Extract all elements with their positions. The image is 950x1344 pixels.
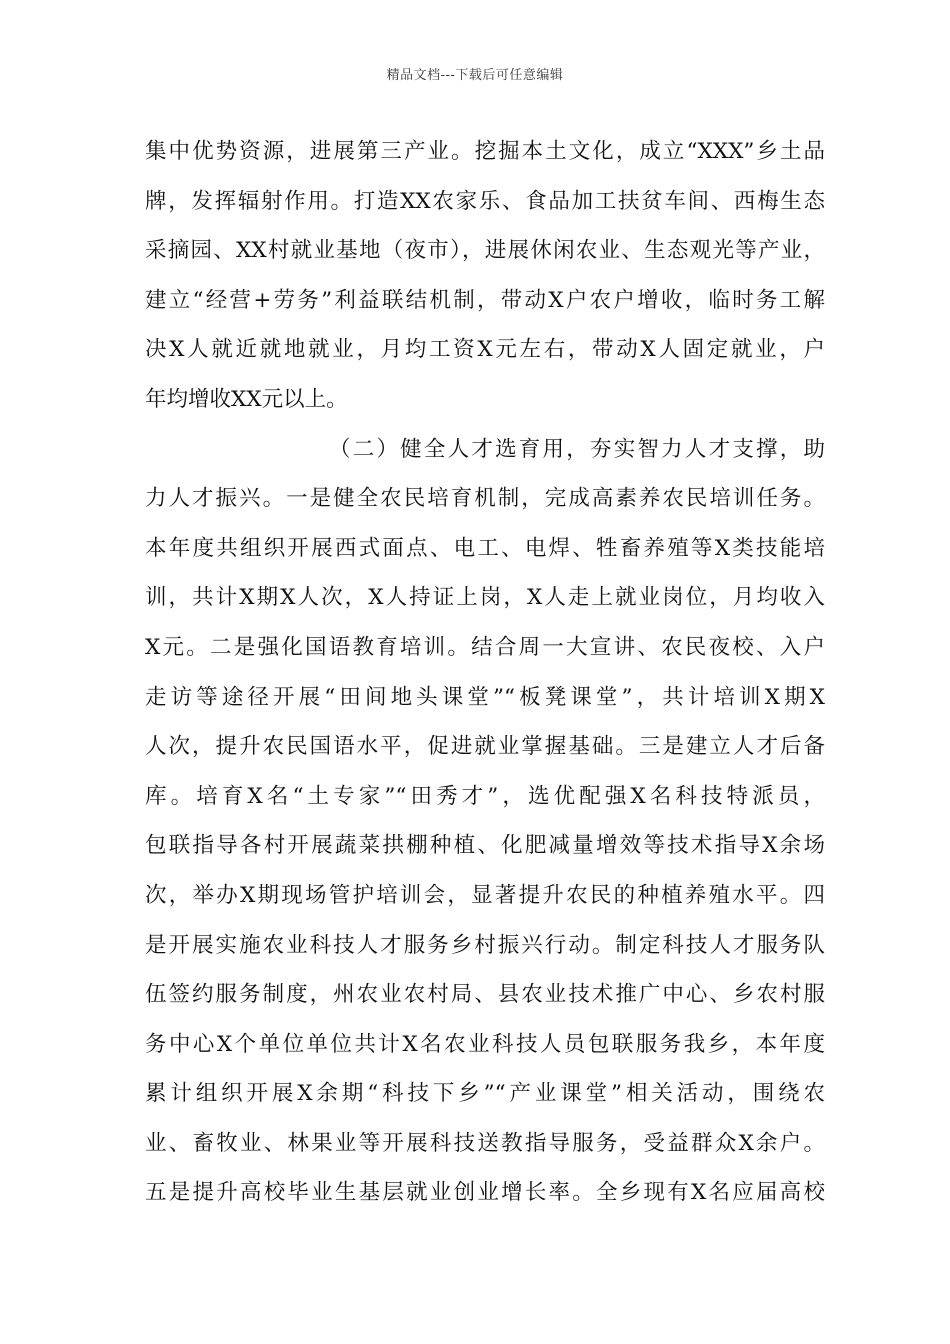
text-line: 集中优势资源，进展第三产业。挖掘本土文化，成立“XXX”乡土品 xyxy=(145,139,825,164)
text-line: 建立“经营+劳务”利益联结机制，带动X户农户增收，临时务工解 xyxy=(145,287,825,313)
text-line: 库。培育X名“土专家”“田秀才”，选优配强X名科技特派员， xyxy=(145,783,825,809)
text-line: 年均增收XX元以上。 xyxy=(145,386,348,412)
text-line: 伍签约服务制度，州农业农村局、县农业技术推广中心、乡农村服 xyxy=(145,982,825,1008)
text-line: 采摘园、XX村就业基地（夜市），进展休闲农业、生态观光等产业， xyxy=(145,238,825,264)
text-line: 包联指导各村开展蔬菜拱棚种植、化肥减量增效等技术指导X余场 xyxy=(145,833,825,859)
text-line: 本年度共组织开展西式面点、电工、电焊、牲畜养殖等X类技能培 xyxy=(145,535,825,561)
text-line: （二）健全人才选育用，夯实智力人才支撑，助 xyxy=(329,436,825,462)
text-line: 训，共计X期X人次，X人持证上岗，X人走上就业岗位，月均收入 xyxy=(145,585,825,611)
text-line: 决X人就近就地就业，月均工资X元左右，带动X人固定就业，户 xyxy=(145,337,825,363)
document-body xyxy=(145,130,825,1221)
text-line: 牌，发挥辐射作用。打造XX农家乐、食品加工扶贫车间、西梅生态 xyxy=(145,188,825,214)
text-line: 五是提升高校毕业生基层就业创业增长率。全乡现有X名应届高校 xyxy=(145,1180,825,1206)
text-line: 务中心X个单位单位共计X名农业科技人员包联服务我乡，本年度 xyxy=(145,1031,825,1057)
text-line: 累计组织开展X余期“科技下乡”“产业课堂”相关活动，围绕农 xyxy=(145,1081,825,1107)
text-line: 是开展实施农业科技人才服务乡村振兴行动。制定科技人才服务队 xyxy=(145,932,825,958)
text-line: X元。二是强化国语教育培训。结合周一大宣讲、农民夜校、入户 xyxy=(145,634,825,660)
page-header: 精品文档---下载后可任意编辑 xyxy=(386,68,564,83)
text-line: 人次，提升农民国语水平，促进就业掌握基础。三是建立人才后备 xyxy=(145,734,825,760)
text-line: 业、畜牧业、林果业等开展科技送教指导服务，受益群众X余户。 xyxy=(145,1130,825,1156)
text-line: 走访等途径开展“田间地头课堂”“板凳课堂”，共计培训X期X xyxy=(145,684,825,710)
text-line: 力人才振兴。一是健全农民培育机制，完成高素养农民培训任务。 xyxy=(145,486,825,512)
text-line: 次，举办X期现场管护培训会，显著提升农民的种植养殖水平。四 xyxy=(145,882,825,908)
